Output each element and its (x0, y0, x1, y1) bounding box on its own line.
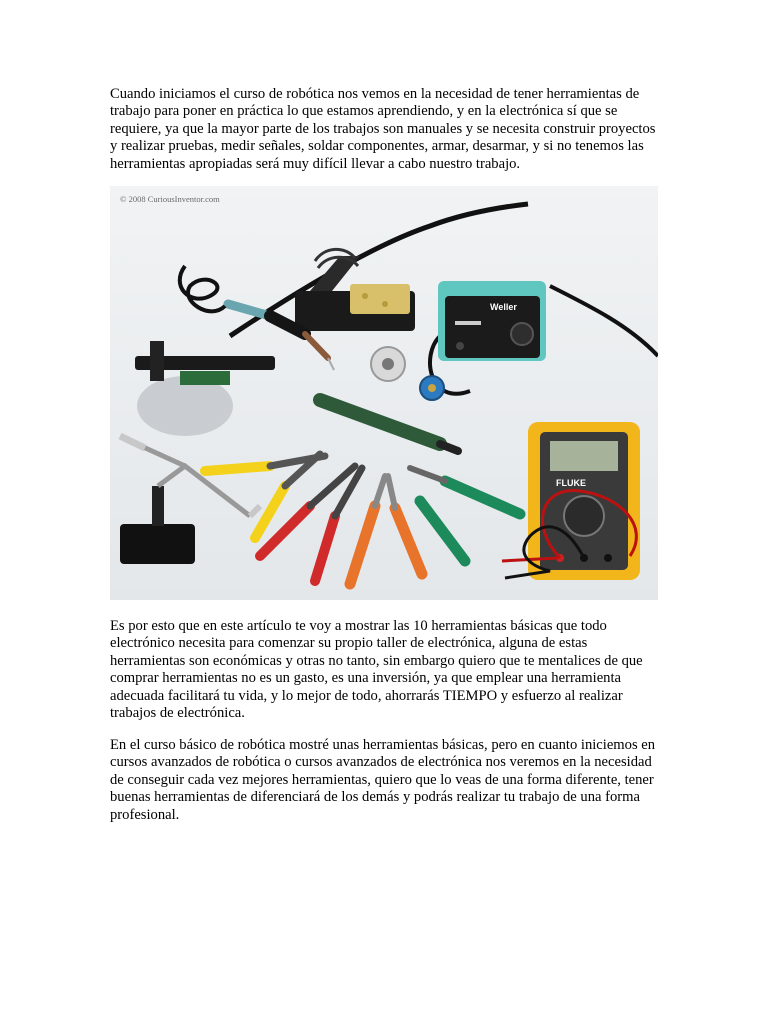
tools-photo (110, 186, 658, 600)
photo-credit: © 2008 CuriousInventor.com (120, 194, 220, 204)
soldering-station (438, 281, 546, 361)
solder-wick (420, 376, 444, 400)
temperature-knob-icon (511, 323, 533, 345)
solder-spool (371, 347, 405, 381)
station-brand-label: Weller (490, 302, 517, 312)
multimeter-display (550, 441, 618, 471)
multimeter-brand-label: FLUKE (556, 478, 586, 488)
body-paragraph-tools: Es por esto que en este artículo te voy a mostrar las 10 herramientas básicas que todo electrónico necesita para comenzar su propio taller de electrónica, alguna de estas herramientas son económicas y otras no tanto, sin embargo quiero que te mentalices de que comprar herramientas no es un gasto, es una inversión, ya que emplear una herramienta adecuada facilitará tu vida, y lo mejor de todo, ahorrarás TIEMPO y esfuerzo al realizar trabajos de electrónica. (110, 618, 643, 722)
power-switch-icon (456, 342, 464, 350)
intro-paragraph: Cuando iniciamos el curso de robótica nos vemos en la necesidad de tener herramientas de trabajo para poner en práctica lo que estamos aprendiendo, y en la electrónica sí que se requiere, ya que la mayor parte de los trabajos son manuales y se necesita construir proyectos y realizar pruebas, medir señales, soldar componentes, armar, desarmar, y si no tenemos las herramientas apropiadas será muy difícil llevar a cabo nuestro trabajo. (110, 86, 656, 172)
rotary-dial-icon (564, 496, 604, 536)
tools-illustration (110, 186, 658, 600)
body-paragraph-courses: En el curso básico de robótica mostré unas herramientas básicas, pero en cuanto iniciemos en cursos avanzados de robótica o cursos avanzados de electrónica nos veremos en la necesidad de conseguir cada vez mejores herramientas, quiero que lo veas de una forma diferente, tener buenas herramientas de diferenciará de los demás y podrás realizar tu trabajo de una forma profesional. (110, 737, 656, 823)
